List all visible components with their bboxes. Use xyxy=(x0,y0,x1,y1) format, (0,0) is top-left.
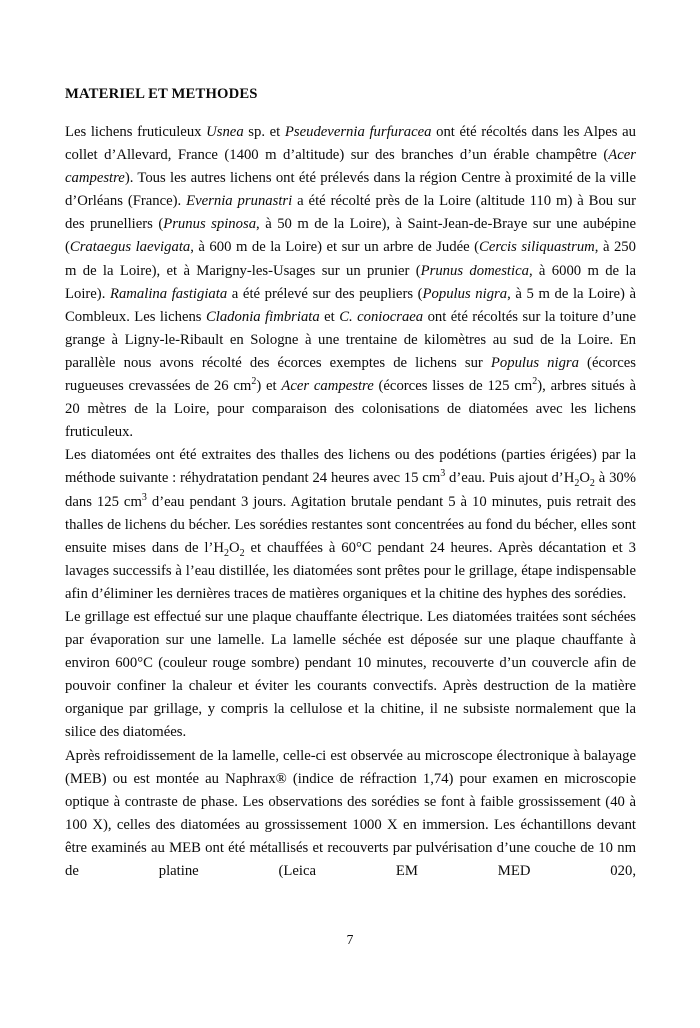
page-content xyxy=(65,84,636,883)
paragraph-3: Le grillage est effectué sur une plaque chauffante électrique. Les diatomées traitées sont séchées par évaporation sur une lamelle. La lamelle séchée est déposée sur une plaque chauffante à environ 600°C (couleur rouge sombre) pendant 10 minutes, recouverte d’un couvercle afin de pouvoir confiner la chaleur et éviter les courants convectifs. Après destruction de la matière organique par grillage, y compris la cellulose et la chitine, il ne subsiste normalement que la silice des diatomées. xyxy=(65,608,636,741)
paragraph-1: Les lichens fruticuleux Usnea sp. et Pseudevernia furfuracea ont été récoltés dans les Alpes au collet d’Allevard, France (1400 m d’altitude) sur des branches d’un érable champêtre (Acer campestre). Tous les autres lichens ont été prélevés dans la région Centre à proximité de la ville d’Orléans (France). Evernia prunastri a été récolté près de la Loire (altitude 110 m) à Bou sur des prunelliers (Prunus spinosa, à 50 m de la Loire), à Saint-Jean-de-Braye sur une aubépine (Crataegus laevigata, à 600 m de la Loire) et sur un arbre de Judée (Cercis siliquastrum, à 250 m de la Loire), et à Marigny-les-Usages sur un prunier (Prunus domestica, à 6000 m de la Loire). Ramalina fastigiata a été prélevé sur des peupliers (Populus nigra, à 5 m de la Loire) à Combleux. Les lichens Cladonia fimbriata et C. coniocraea ont été récoltés sur la toiture d’une grange à Ligny-le-Ribault en Sologne à une trentaine de kilomètres au sud de la Loire. En parallèle nous avons récolté des écorces exemptes de lichens sur Populus nigra (écorces rugueuses crevassées de 26 $cm^2$) et Acer campestre (écorces lisses de 125 $cm^2$), arbres situés à 20 mètres de la Loire, pour comparaison des colonisations de diatomées avec les lichens fruticuleux. xyxy=(65,124,637,441)
page-title: MATERIEL ET METHODES xyxy=(65,86,258,102)
document-body xyxy=(65,121,636,883)
paragraph-4: Après refroidissement de la lamelle, celle-ci est observée au microscope électronique à balayage (MEB) ou est montée au Naphrax® (indice de réfraction 1,74) pour examen en microscopie optique à contraste de phase. Les observations des sorédies se font à faible grossissement (40 à 100 X), celles des diatomées au grossissement 1000 X en immersion. Les échantillons devant être examinés au MEB ont été métallisés et recouverts par pulvérisation d’une couche de 10 nm de platine (Leica EM MED 020, xyxy=(65,747,636,879)
page-number: 7 xyxy=(346,932,354,947)
paragraph-2: Les diatomées ont été extraites des thalles des lichens ou des podétions (parties érigées) par la méthode suivante : réhydratation pendant 24 heures avec 15 $cm^3$ d’eau. Puis ajout $d’H_2O_2$ à 30% dans 125 $cm^3$ d’eau pendant 3 jours. Agitation brutale pendant 5 à 10 minutes, puis retrait des thalles de lichens du bécher. Les sorédies restantes sont concentrées au fond du bécher, elles sont ensuite mises dans de $l’H_2O_2$ et chauffées à 60°C pendant 24 heures. Après décantation et 3 lavages successifs à l’eau distillée, les diatomées sont prêtes pour le grillage, étape indispensable afin d’éliminer les dernières traces de matières organiques et la chitine des hyphes des sorédies. xyxy=(65,447,636,602)
